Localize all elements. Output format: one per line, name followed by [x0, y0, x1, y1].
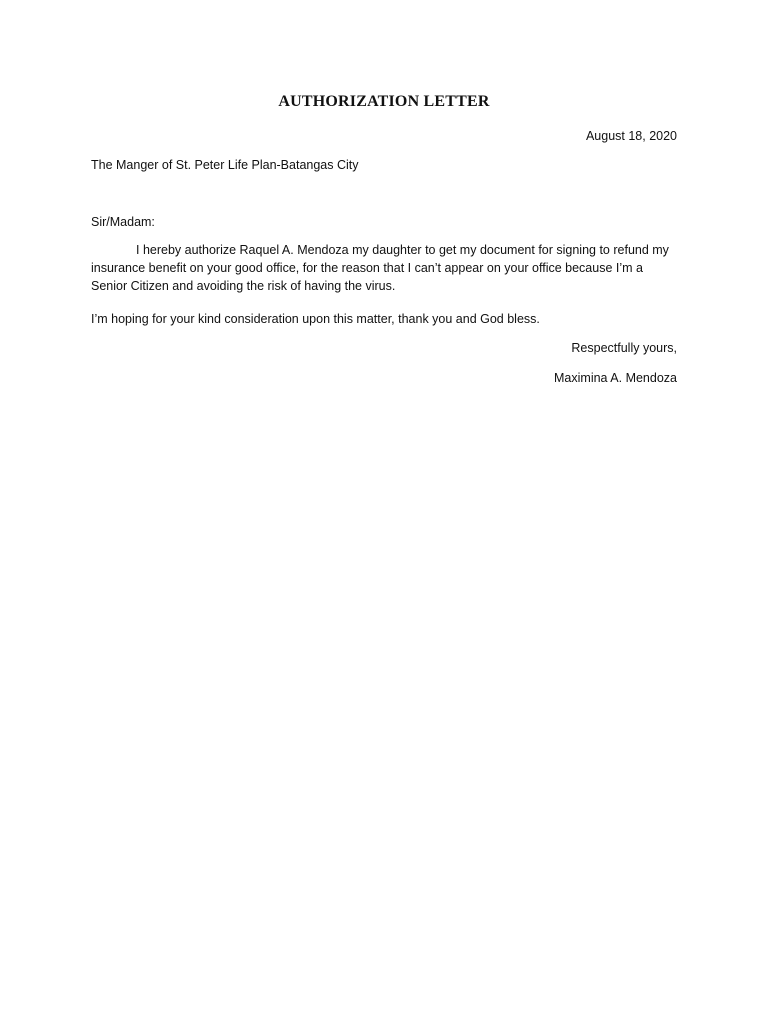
- body-paragraph: I hereby authorize Raquel A. Mendoza my daughter to get my document for signing to refund my insurance benefit on your good office, for the reason that I can’t appear on your office because I’m a Senior Citizen and avoiding the risk of having the virus.: [91, 243, 669, 293]
- letter-title: AUTHORIZATION LETTER: [278, 93, 490, 110]
- letter-date: August 18, 2020: [585, 129, 677, 143]
- recipient-line: The Manger of St. Peter Life Plan-Batangas City: [91, 158, 359, 172]
- closing-paragraph: I’m hoping for your kind consideration upon this matter, thank you and God bless.: [91, 312, 540, 326]
- complimentary-close: Respectfully yours,: [571, 341, 677, 355]
- signatory-name: Maximina A. Mendoza: [554, 371, 677, 385]
- salutation: Sir/Madam:: [91, 215, 155, 229]
